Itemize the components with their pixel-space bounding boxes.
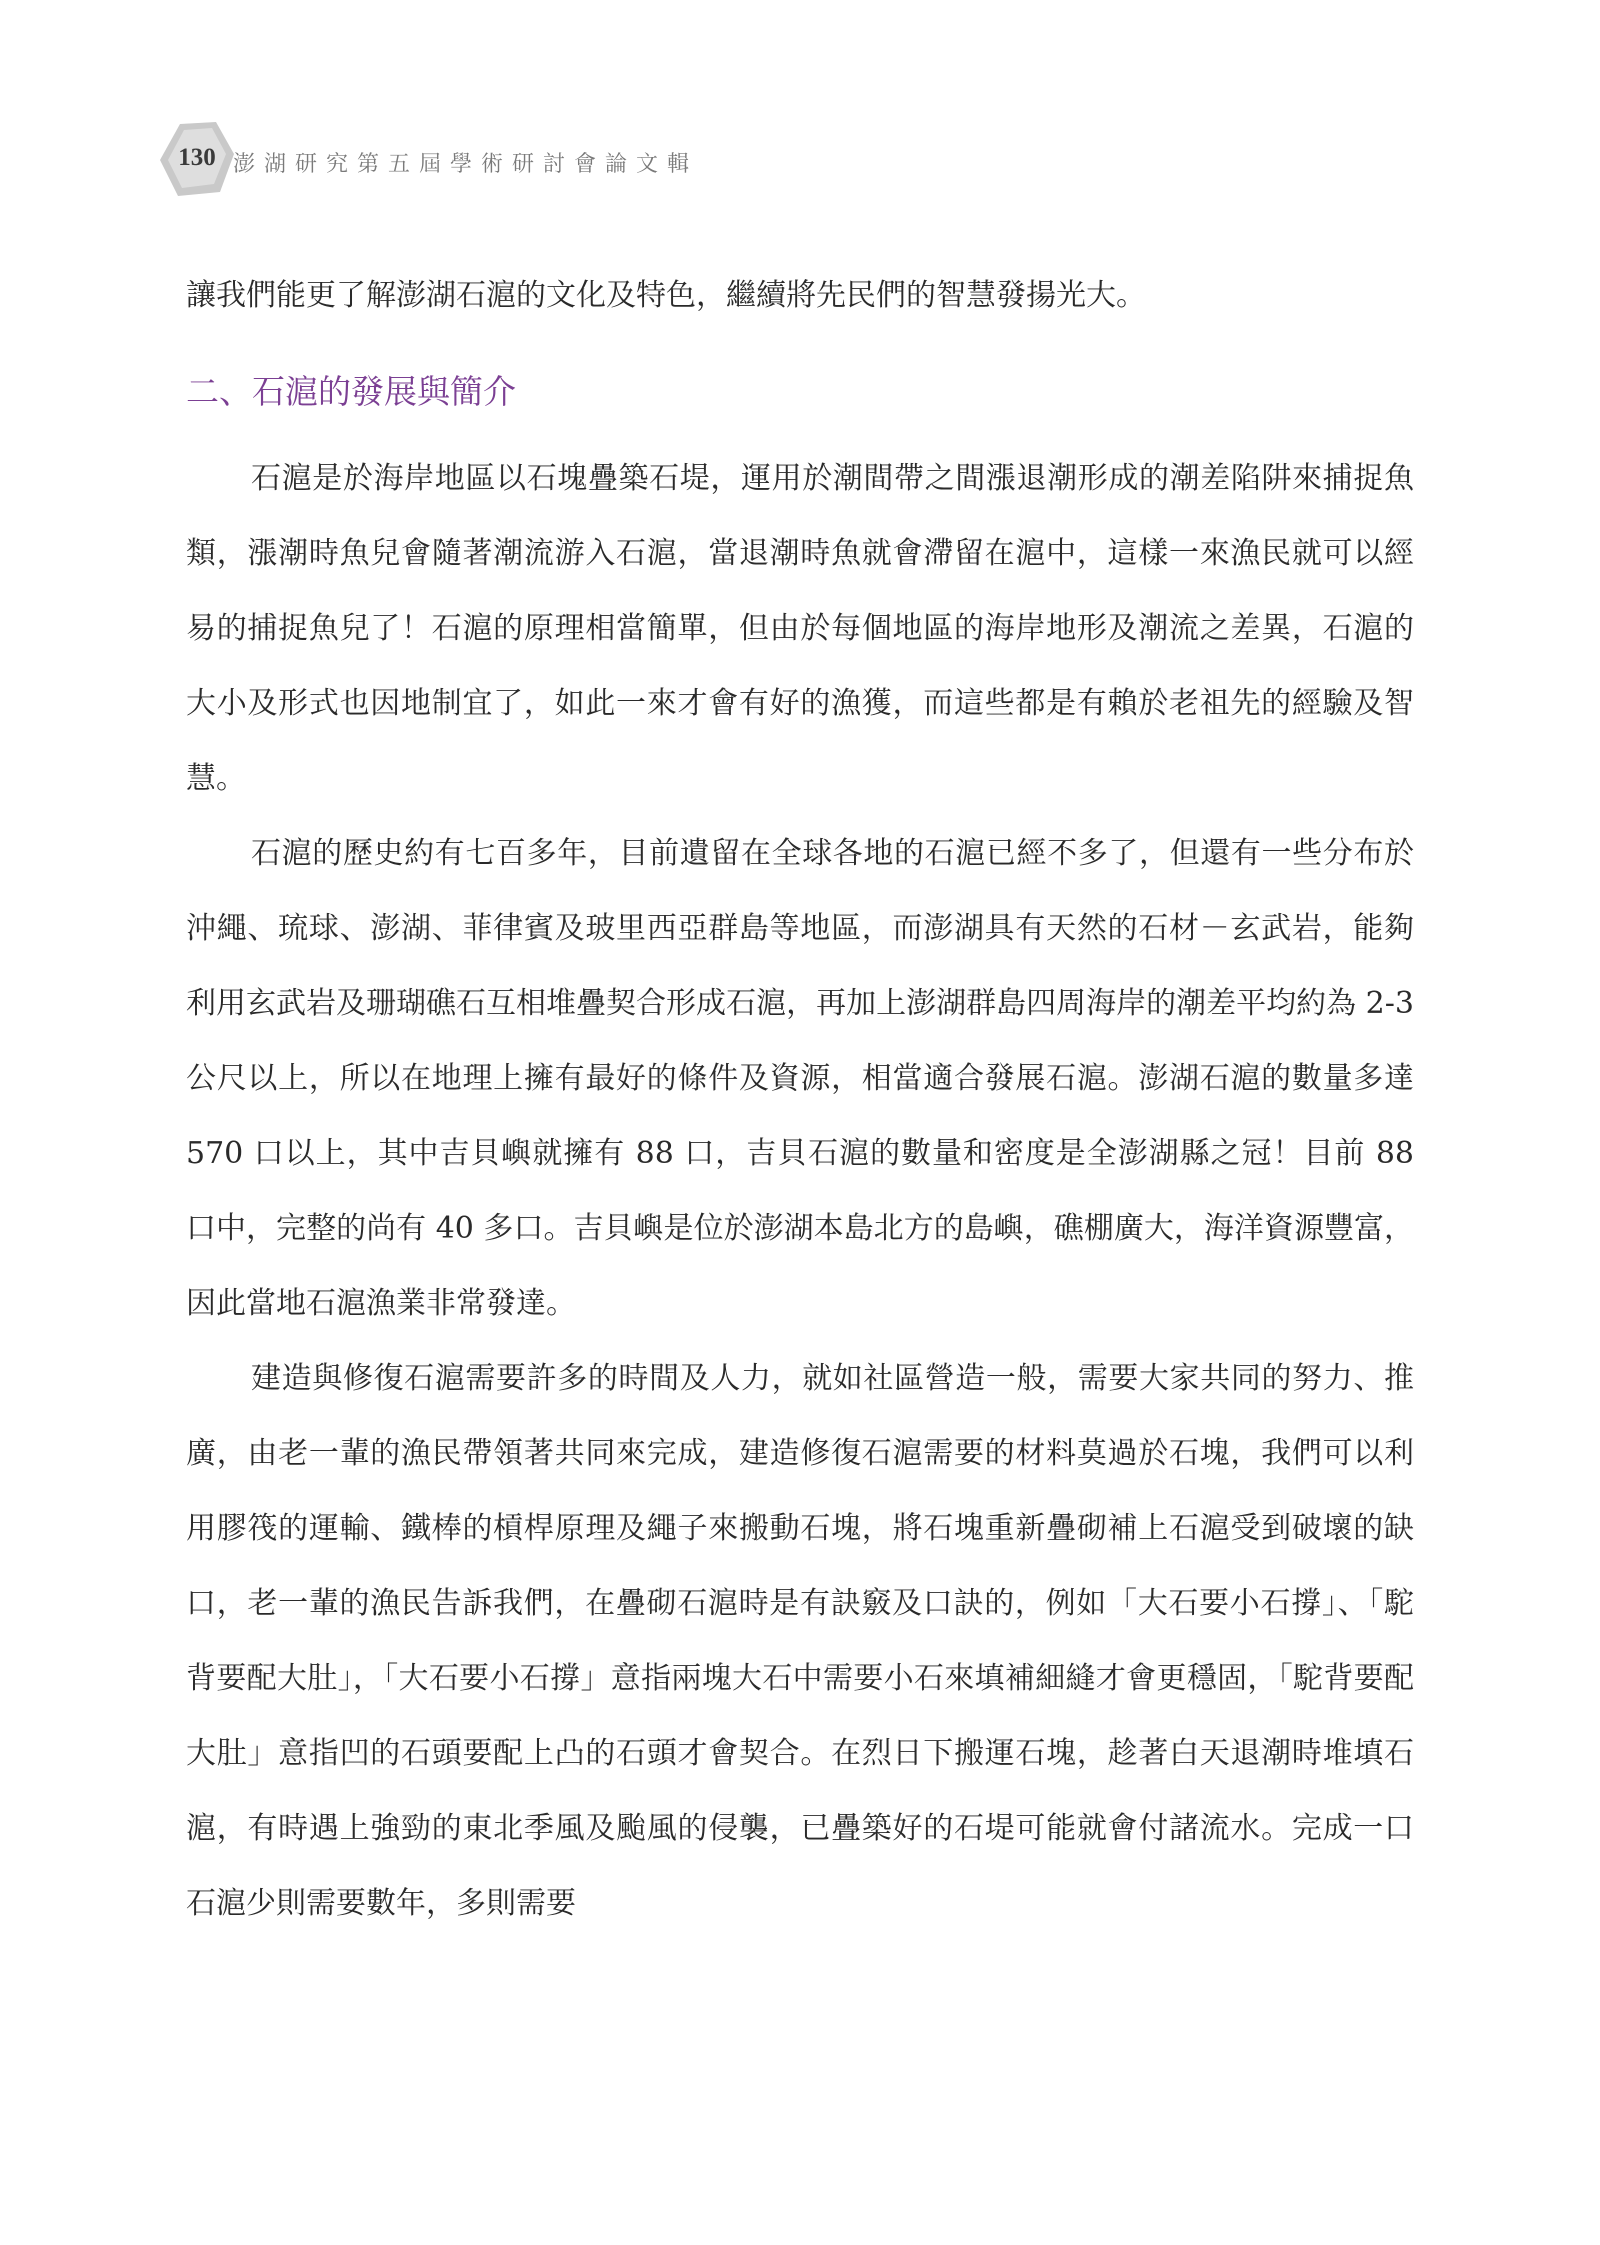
paragraph-3: 建造與修復石滬需要許多的時間及人力，就如社區營造一般，需要大家共同的努力、推廣，由老一輩的漁民帶領著共同來完成，建造修復石滬需要的材料莫過於石塊，我們可以利用膠筏的運輸、鐵棒的槓桿原理及繩子來搬動石塊，將石塊重新疊砌補上石滬受到破壞的缺口，老一輩的漁民告訴我們，在疊砌石滬時是有訣竅及口訣的，例如「大石要小石撐」、「駝背要配大肚」，「大石要小石撐」意指兩塊大石中需要小石來填補細縫才會更穩固，「駝背要配大肚」意指凹的石頭要配上凸的石頭才會契合。在烈日下搬運石塊，趁著白天退潮時堆填石滬，有時遇上強勁的東北季風及颱風的侵襲，已疊築好的石堤可能就會付諸流水。完成一口石滬少則需要數年，多則需要 bbox=[186, 1361, 1414, 1921]
paragraph-1: 石滬是於海岸地區以石塊疊築石堤，運用於潮間帶之間漲退潮形成的潮差陷阱來捕捉魚類，漲潮時魚兒會隨著潮流游入石滬，當退潮時魚就會滯留在滬中，這樣一來漁民就可以經易的捕捉魚兒了！石滬的原理相當簡單，但由於每個地區的海岸地形及潮流之差異，石滬的大小及形式也因地制宜了，如此一來才會有好的漁獲，而這些都是有賴於老祖先的經驗及智慧。 bbox=[186, 461, 1414, 796]
page-content bbox=[186, 276, 1414, 1941]
lead-paragraph: 讓我們能更了解澎湖石滬的文化及特色，繼續將先民們的智慧發揚光大。 bbox=[186, 278, 1146, 313]
paragraph-2: 石滬的歷史約有七百多年，目前遺留在全球各地的石滬已經不多了，但還有一些分布於沖繩、琉球、澎湖、菲律賓及玻里西亞群島等地區，而澎湖具有天然的石材－玄武岩，能夠利用玄武岩及珊瑚礁石互相堆疊契合形成石滬，再加上澎湖群島四周海岸的潮差平均約為 2-3 公尺以上，所以在地理上擁有最好的條件及資源，相當適合發展石滬。澎湖石滬的數量多達 570 口以上，其中吉貝嶼就擁有 88 口，吉貝石滬的數量和密度是全澎湖縣之冠！目前 88 口中，完整的尚有 40 多口。吉貝嶼是位於澎湖本島北方的島嶼，礁棚廣大，海洋資源豐富，因此當地石滬漁業非常發達。 bbox=[186, 836, 1414, 1321]
page-number-badge bbox=[158, 120, 236, 200]
page-number: 130 bbox=[178, 144, 216, 171]
page-header bbox=[158, 120, 858, 200]
section-title: 二、石滬的發展與簡介 bbox=[186, 372, 516, 411]
journal-title: 澎湖研究第五屆學術研討會論文輯 bbox=[233, 152, 699, 177]
